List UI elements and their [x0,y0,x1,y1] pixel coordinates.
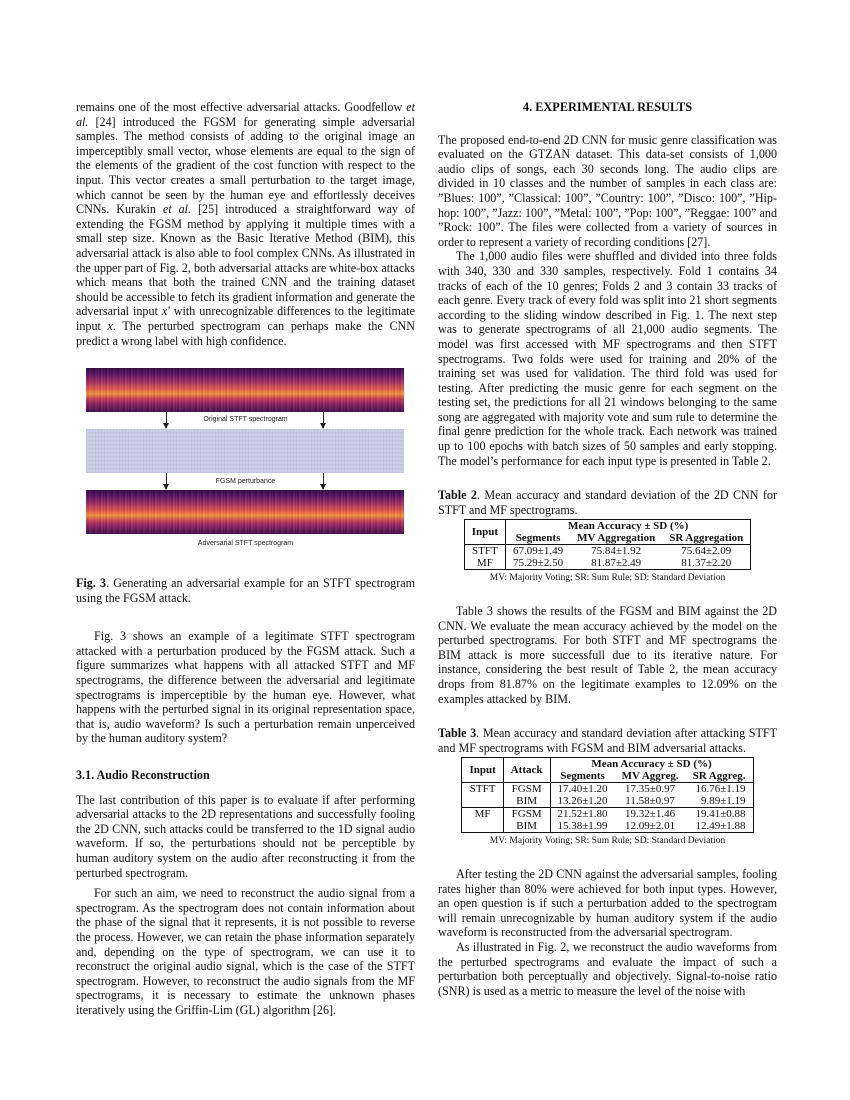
paragraph-fig3-description: Fig. 3 shows an example of a legitimate STFT spectrogram attacked with a perturbation produced by the FGSM attack. Such a figure summarizes what happens with all attacked STFT and MF spectrograms, the difference between the adversarial and legitimate spectrograms is imperceptible by the human eye. However, what happens with the perturbed signal in its original representation space, that is, audio waveform? Is such a perturbation remain unperceived by the human auditory system? [76,629,415,746]
paragraph-fgsm-bim: remains one of the most effective adversarial attacks. Goodfellow et al. [24] introduced the FGSM for generating simple adversarial samples. The method consists of adding to the original image an imperceptibly small vector, whose elements are equal to the sign of the elements of the gradient of the cost function with respect to the input. This vector creates a small perturbation to the target image, which cannot be seen by the human eye and effortlessly deceives CNNs. Kurakin et al. [25] introduced a straightforward way of extending the FGSM method by applying it multiple times with a small step size. Known as the Basic Iterative Method (BIM), this adversarial attack is also able to fool complex CNNs. As illustrated in the upper part of Fig. 2, both adversarial attacks are white-box attacks which means that both the trained CNN and the training dataset should be accessible to fetch its gradient information and generate the adversarial input x′ with unrecognizable differences to the legitimate input x. The perturbed spectrogram can perhaps make the CNN predict a wrong label with high confidence. [76,100,415,348]
table-2 [464,519,752,570]
paragraph-snr: As illustrated in Fig. 2, we reconstruct the audio waveforms from the perturbed spectrograms and evaluate the impact of such a perturbation both perceptually and objectively. Signal-to-noise ratio (SNR) is used as a metric to measure the level of the noise with [438,939,777,998]
table-header-cell: Segments [506,532,571,545]
original-spectrogram-image [86,368,404,412]
table-row: BIM 13.26±1.20 11.58±0.97 9.89±1.19 [462,795,753,808]
perturbation-label: FGSM perturbance [215,478,276,486]
table-3-note: MV: Majority Voting; SR: Sum Rule; SD: Standard Deviation [489,836,726,847]
table-row: MF FGSM 21.52±1.80 19.32±1.46 19.41±0.88 [462,808,753,821]
right-column [438,100,777,998]
table-2-caption: Table 2. Mean accuracy and standard deviation of the 2D CNN for STFT and MF spectrograms. [438,488,778,517]
paragraph-fooling-rates: After testing the 2D CNN against the adversarial samples, fooling rates higher than 80% were achieved for both input types. However, an open question is if such a perturbation added to the spectrogram will remain unrecognizable by human auditory system if the audio waveform is reconstructed from the adversarial spectrogram. [438,866,777,940]
paragraph-griffin-lim: For such an aim, we need to reconstruct the audio signal from a spectrogram. As the spectrogram does not contain information about the phase of the signal that it represents, it is not possible to reverse the process. However, we can retain the phase information separately and, depending on the type of spectrogram, we can use it to reconstruct the original audio signal, which is the case of the STFT spectrogram. However, to reconstruct the audio signals from the MF spectrograms, it is necessary to estimate the unknown phases iteratively using the Griffin-Lim (GL) algorithm [26]. [76,886,415,1017]
table-3-caption: Table 3. Mean accuracy and standard deviation after attacking STFT and MF spectrograms with FGSM and BIM adversarial attacks. [438,726,777,755]
table-header-cell: Mean Accuracy ± SD (%) [506,520,751,533]
paragraph-table3-discussion: Table 3 shows the results of the FGSM and BIM against the 2D CNN. We evaluate the mean accuracy achieved by the model on the perturbed spectrograms. For both STFT and MF spectrograms the BIM attack is more successfull due to its iterative nature. For instance, considering the best result of Table 2, the mean accuracy drops from 81.87% on the legitimate examples to 12.09% on the examples attacked by BIM. [438,604,777,706]
paragraph-audio-reconstruction: The last contribution of this paper is to evaluate if after performing adversarial attacks to the 2D representations and successfully fooling the 2D CNN, such attacks could be transferred to the 1D signal audio waveform. If so, the perturbations should not be perceptible by human auditory system on the audio after reconstructing it from the perturbed spectrogram. [76,792,415,880]
figure-caption: Fig. 3. Generating an adversarial example for an STFT spectrogram using the FGSM attack. [76,576,415,605]
table-header-cell: Attack [503,758,550,783]
table-3 [461,757,753,833]
table-header-cell: Input [464,520,505,545]
original-spectrogram-label: Original STFT spectrogram [203,416,288,424]
paragraph-gtzan: The proposed end-to-end 2D CNN for music genre classification was evaluated on the GTZAN dataset. This data-set consists of 1,000 audio clips of songs, each 30 seconds long. The audio clips are divided in 10 classes and the number of samples in each class are: ”Blues: 100”, ”Classical: 100”, ”Country: 100”, ”Disco: 100”, ”Hip-hop: 100”, ”Jazz: 100”, ”Metal: 100”, ”Pop: 100”, ”Reggae: 100” and ”Rock: 100”. The files were collected from a variety of sources in order to represent a variety of recording conditions [27]. [438,132,777,249]
table-header-cell: Segments [550,770,615,783]
section-heading: 4. EXPERIMENTAL RESULTS [522,100,693,114]
table-header-cell: SR Aggreg. [692,770,746,783]
table-row: MF 75.29±2.50 81.87±2.49 81.37±2.20 [476,557,732,570]
figure-3 [76,366,415,566]
table-row: BIM 15.38±1.99 12.09±2.01 12.49±1.88 [462,820,753,833]
paragraph-folds: The 1,000 audio files were shuffled and divided into three folds with 340, 330 and 330 samples, respectively. Fold 1 contains 34 tracks of each of the 10 genres; Folds 2 and 3 contain 33 tracks of each genre. Every track of every fold was split into 21 short segments according to the sliding window described in Fig. 1. The next step was to generate spectrograms of all 21,000 audio segments. The model was first accessed with MF spectrograms and then STFT spectrograms. Two folds were used for training and 20% of the training set was used for validation. The third fold was used for testing. After predicting the music genre for each segment on the testing set, the predictions for all 21 windows belonging to the same song are aggregated with majority vote and sum rule to determine the final genre prediction for the whole track. Each network was trained up to 100 epochs with batch sizes of 50 samples and early stopping. The model’s performance for each input type is presented in Table 2. [438,249,777,468]
left-column [76,100,415,1018]
subsection-heading: 3.1. Audio Reconstruction [76,768,210,783]
adversarial-spectrogram-label: Adversarial STFT spectrogram [197,540,294,548]
perturbation-image [86,429,404,473]
arrow-down-icon [323,473,324,489]
arrow-down-icon [166,473,167,489]
table-header-cell: Mean Accuracy ± SD (%) [550,758,753,771]
table-header-cell: Input [462,758,503,783]
table-header-cell: MV Aggregation [577,532,656,545]
adversarial-spectrogram-image [86,490,404,534]
table-header-cell: MV Aggreg. [621,770,679,783]
table-2-note: MV: Majority Voting; SR: Sum Rule; SD: Standard Deviation [489,573,726,584]
table-row: STFT FGSM 17.40±1.20 17.35±0.97 16.76±1.19 [469,783,746,796]
table-header-cell: SR Aggregation [669,532,744,545]
table-row: STFT 67.09±1.49 75.84±1.92 75.64±2.09 [472,545,732,558]
